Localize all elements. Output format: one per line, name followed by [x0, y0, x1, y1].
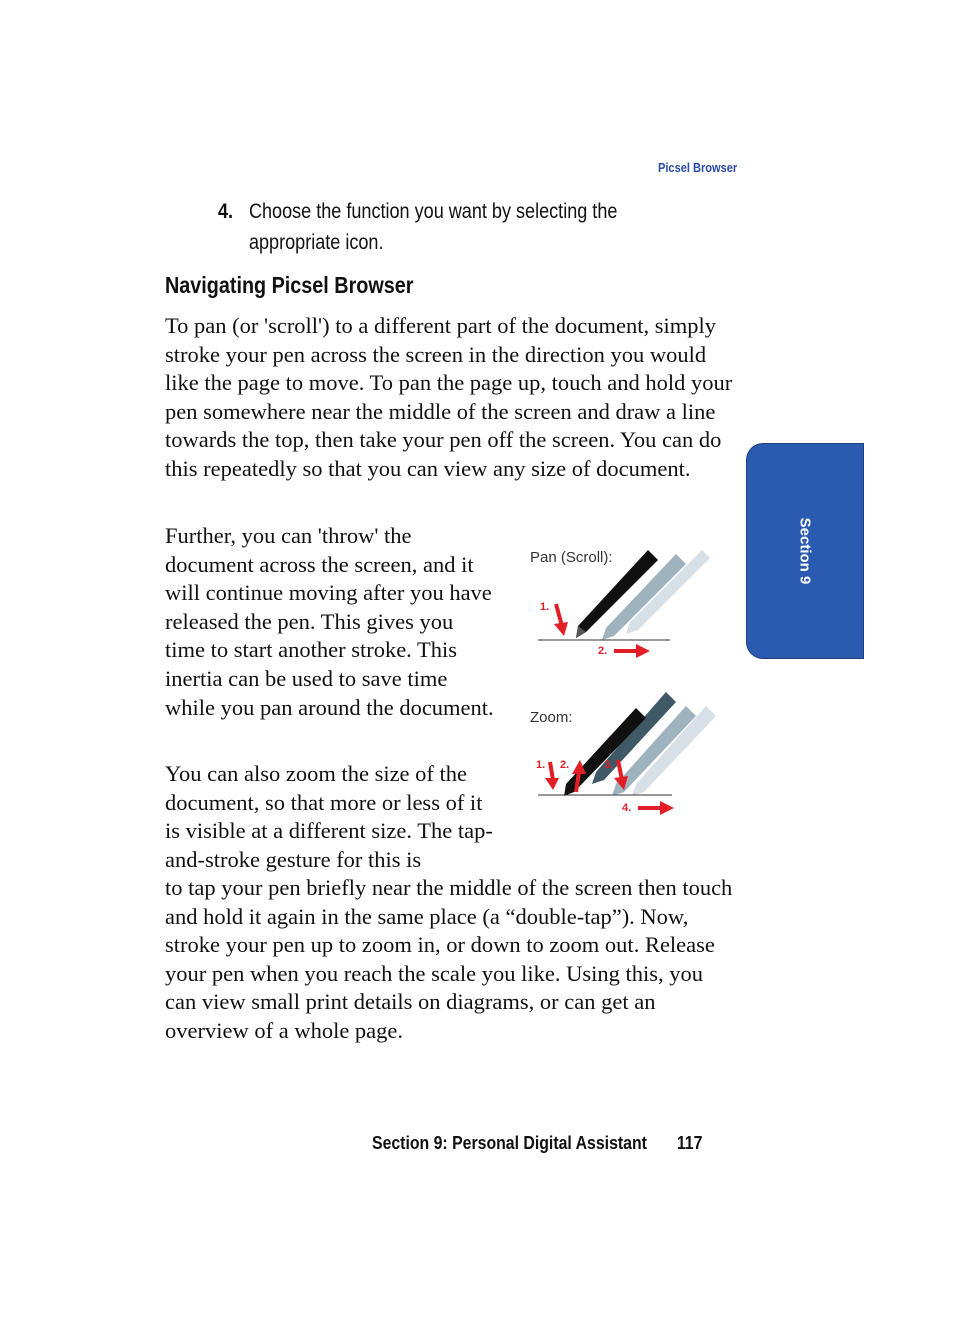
pan-scroll-figure	[526, 538, 716, 663]
pan-step-2: 2.	[598, 645, 608, 657]
zoom-figure	[526, 688, 721, 818]
zoom-step-4: 4.	[622, 802, 632, 814]
section-heading: Navigating Picsel Browser	[165, 272, 414, 298]
pan-figure-label: Pan (Scroll):	[530, 549, 613, 566]
paragraph-throw: Further, you can 'throw' the document across the screen, and it will continue moving after you have released the pen. This gives you time to start another stroke. This inertia can be used to save time while you pan around the document.	[165, 523, 494, 720]
step-item	[218, 196, 622, 258]
page-number: 117	[676, 1133, 703, 1153]
section-tab	[747, 444, 863, 658]
pan-step-1: 1.	[540, 601, 550, 613]
arrow-down-icon	[554, 604, 568, 636]
section-tab-label: Section 9	[796, 517, 814, 585]
paragraph-zoom-continued: to tap your pen briefly near the middle of the screen then touch and hold it again in the same place (a “double-tap”). Now, stroke your pen up to zoom in, or down to zoom out. Release your pen when you reach the scale you like. Using this, you can view small print details on diagrams, or can get an overview of a whole page.	[165, 875, 733, 1043]
running-header: Picsel Browser	[657, 160, 737, 175]
zoom-step-2: 2.	[560, 759, 570, 771]
arrow-down-icon	[545, 762, 559, 790]
footer-section-title: Section 9: Personal Digital Assistant	[372, 1133, 647, 1153]
step-text: Choose the function you want by selecting the appropriate icon.	[248, 200, 618, 254]
paragraph-pan: To pan (or 'scroll') to a different part of the document, simply stroke your pen across the screen in the direction you would like the page to move. To pan the page up, touch and hold your pen somewhere near the middle of the screen and draw a line towards the top, then take your pen off the screen. You can do this repeatedly so that you can view any size of document.	[165, 313, 733, 481]
page-footer	[372, 1133, 702, 1154]
zoom-step-3: 3.	[604, 759, 614, 771]
arrow-right-icon	[638, 801, 674, 815]
zoom-figure-label: Zoom:	[530, 709, 573, 726]
step-number: 4.	[218, 200, 234, 223]
zoom-step-1: 1.	[536, 759, 546, 771]
paragraph-zoom-start: You can also zoom the size of the document, so that more or less of it is visible at a different size. The tap-and-stroke gesture for this is	[165, 761, 493, 872]
arrow-right-icon	[614, 644, 650, 658]
